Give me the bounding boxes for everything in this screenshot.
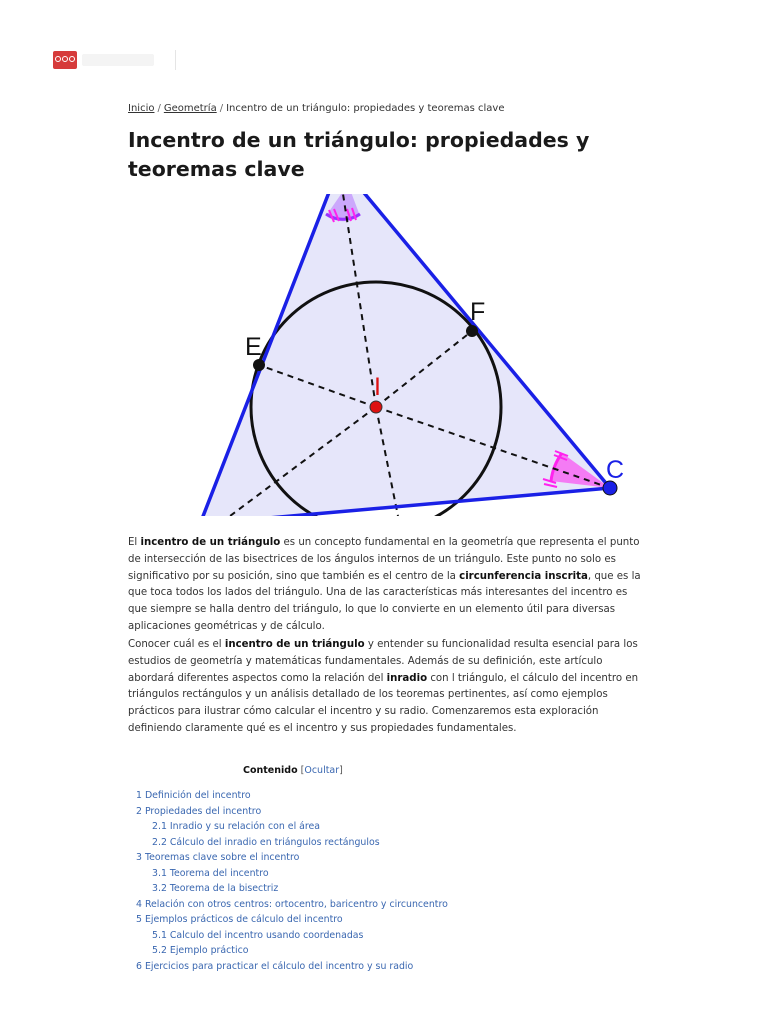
point-f — [466, 325, 478, 337]
toc-item[interactable]: 5 Ejemplos prácticos de cálculo del incentro — [136, 914, 343, 925]
breadcrumb-home[interactable]: Inicio — [128, 103, 155, 114]
label-f: F — [470, 298, 486, 326]
toc-item[interactable]: 4 Relación con otros centros: ortocentro, baricentro y circuncentro — [136, 898, 448, 910]
toc-item[interactable]: 5.1 Calculo del incentro usando coordenadas — [152, 929, 364, 941]
toc-item[interactable]: 3 Teoremas clave sobre el incentro — [136, 852, 300, 863]
toc-toggle-bracket-open: [ — [300, 765, 305, 776]
bold-term: circunferencia inscrita — [459, 570, 588, 582]
site-header — [0, 0, 768, 80]
toc-item[interactable]: 1 Definición del incentro — [136, 790, 251, 801]
toc-header — [243, 765, 343, 776]
toc-item[interactable]: 2.1 Inradio y su relación con el área — [152, 821, 321, 832]
breadcrumb-current: Incentro de un triángulo: propiedades y teoremas clave — [226, 103, 505, 114]
incenter-diagram — [200, 194, 628, 516]
toc-item[interactable]: 3.2 Teorema de la bisectriz — [152, 883, 279, 894]
incenter-figure — [200, 194, 628, 516]
toc-title: Contenido — [243, 765, 298, 776]
breadcrumb-category[interactable]: Geometría — [163, 103, 217, 114]
table-of-contents — [128, 788, 448, 974]
point-i — [370, 401, 382, 413]
toc-item[interactable]: 5.2 Ejemplo práctico — [152, 945, 249, 956]
toc-item[interactable]: 6 Ejercicios para practicar el cálculo del incentro y su radio — [136, 960, 414, 972]
site-logo-wordmark[interactable] — [82, 54, 154, 66]
label-e: E — [245, 333, 262, 361]
toc-item[interactable]: 3.1 Teorema del incentro — [152, 867, 269, 879]
bold-term: inradio — [386, 672, 428, 684]
toc-item[interactable]: 2.2 Cálculo del inradio en triángulos rectángulos — [152, 836, 380, 848]
bold-term: incentro de un triángulo — [224, 639, 365, 650]
toc-item[interactable]: 2 Propiedades del incentro — [136, 805, 262, 817]
toc-toggle-link[interactable]: Ocultar — [304, 765, 340, 776]
intro-paragraph-2: Conocer cuál es el incentro de un triángulo y entender su funcionalidad resulta esencial para los estudios de geometría y matemáticas fundamentales. Además de su definición, este artículo abordará diferentes aspectos como la relación del inradio con l triángulo, el cálculo del incentro en triángulos rectángulos y un análisis detallado de los teoremas pertinentes, así como ejemplos prácticos para ilustrar cómo calcular el incentro y su radio. Comenzaremos esta exploración definiendo claramente qué es el incentro y sus propiedades fundamentales. — [128, 639, 639, 734]
header-divider — [175, 50, 176, 70]
label-i: I — [374, 373, 381, 401]
intro-paragraph-1: El incentro de un triángulo es un concepto fundamental en la geometría que representa el punto de intersección de las bisectrices de los ángulos internos de un triángulo. Este punto no solo es significativo por su posición, sino que también es el centro de la circunferencia inscrita, que es la que toca todos los lados del triángulo. Una de las características más interesantes del incentro es que siempre se halla dentro del triángulo, lo que lo convierte en un elemento útil para diversas aplicaciones geométricas y de cálculo. — [128, 537, 641, 632]
bold-term: incentro de un triángulo — [140, 537, 281, 548]
breadcrumb-separator: / — [219, 103, 224, 114]
site-logo[interactable] — [53, 51, 77, 69]
label-c: C — [606, 456, 625, 484]
page-title: Incentro de un triángulo: propiedades y teoremas clave — [128, 128, 590, 181]
breadcrumb-separator: / — [157, 103, 161, 114]
breadcrumb — [128, 103, 504, 114]
toc-toggle-bracket-close: ] — [339, 765, 343, 776]
